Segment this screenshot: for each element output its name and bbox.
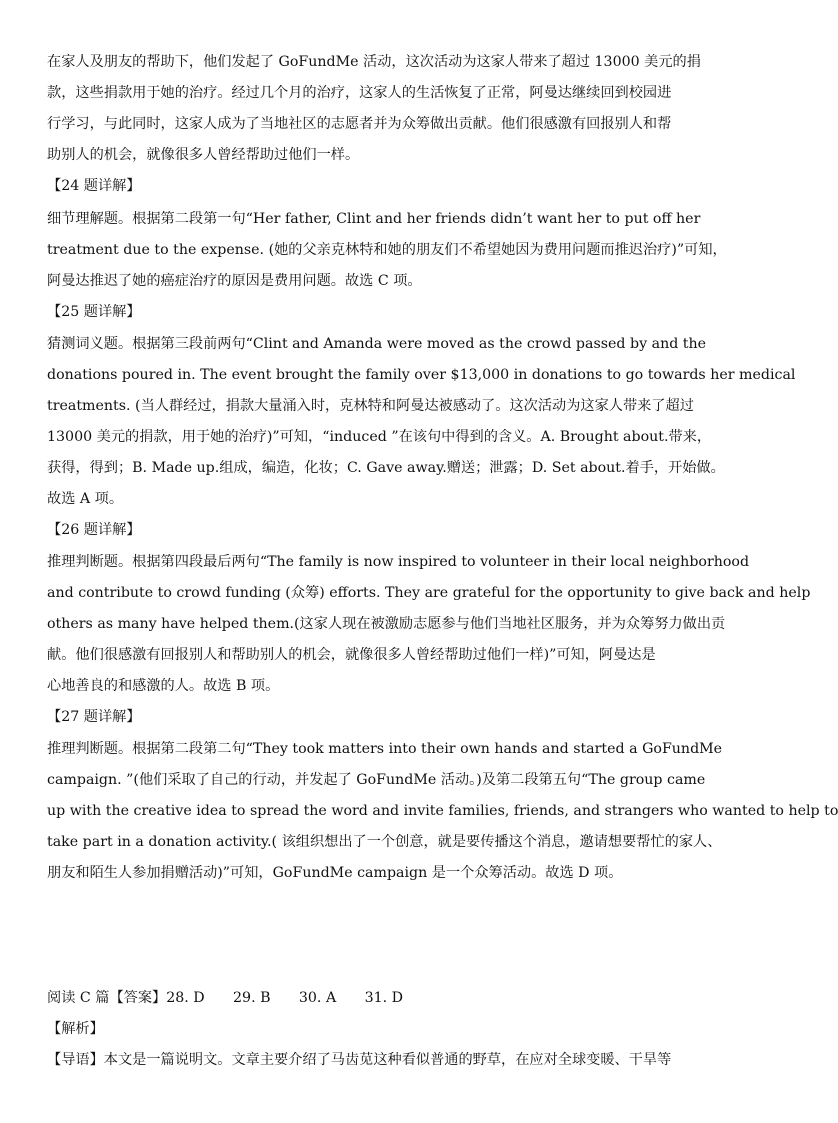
paragraph-line: 心地善良的和感激的人。故选 B 项。	[47, 678, 280, 694]
paragraph-line: 献。他们很感激有回报别人和帮助别人的机会，就像很多人曾经帮助过他们一样)”可知，阿曼达是	[47, 647, 656, 663]
paragraph-line: others as many have helped them.(这家人现在被激励志愿参与他们当地社区服务，并为众筹努力做出贡	[47, 616, 726, 632]
paragraph-line: treatment due to the expense. (她的父亲克林特和她的朋友们不希望她因为费用问题而推迟治疗)”可知，	[47, 242, 727, 258]
section-heading: 【26 题详解】	[47, 522, 141, 538]
paragraph-line: take part in a donation activity.( 该组织想出了一个创意，就是要传播这个消息，邀请想要帮忙的家人、	[47, 834, 722, 850]
paragraph-line: 故选 A 项。	[47, 491, 124, 507]
paragraph-line: 助别人的机会，就像很多人曾经帮助过他们一样。	[47, 147, 360, 163]
section-heading: 【25 题详解】	[47, 304, 141, 320]
paragraph-line: donations poured in. The event brought the family over $13,000 in donations to go towards her medical	[47, 367, 796, 383]
paragraph-line: treatments. (当人群经过，捐款大量涌入时，克林特和阿曼达被感动了。这次活动为这家人带来了超过	[47, 398, 694, 414]
paragraph-line: 行学习，与此同时，这家人成为了当地社区的志愿者并为众筹做出贡献。他们很感激有回报别人和帮	[47, 116, 672, 132]
paragraph-line: 朋友和陌生人参加捐赠活动)”可知，GoFundMe campaign 是一个众筹活动。故选 D 项。	[47, 865, 623, 881]
section-heading: 【解析】	[47, 1021, 104, 1037]
paragraph-line: 阿曼达推迟了她的癌症治疗的原因是费用问题。故选 C 项。	[47, 273, 422, 289]
paragraph-line: 13000 美元的捐款，用于她的治疗)”可知，“induced ”在该句中得到的含义。A. Brought about.带来，	[47, 429, 712, 445]
paragraph-line: 获得，得到；B. Made up.组成，编造，化妆；C. Gave away.赠送；泄露；D. Set about.着手，开始做。	[47, 460, 725, 476]
paragraph-line: 在家人及朋友的帮助下，他们发起了 GoFundMe 活动，这次活动为这家人带来了超过 13000 美元的捐	[47, 54, 701, 70]
section-heading: 【24 题详解】	[47, 178, 141, 194]
paragraph-line: 推理判断题。根据第四段最后两句“The family is now inspired to volunteer in their local neighborhood	[47, 554, 750, 570]
paragraph-line: up with the creative idea to spread the word and invite families, friends, and strangers who wanted to help to	[47, 803, 838, 819]
paragraph-line: 细节理解题。根据第二段第一句“Her father, Clint and her friends didn’t want her to put off her	[47, 211, 701, 227]
paragraph-line: 猜测词义题。根据第三段前两句“Clint and Amanda were moved as the crowd passed by and the	[47, 336, 707, 352]
paragraph-line: and contribute to crowd funding (众筹) efforts. They are grateful for the opportunity to give back and help	[47, 585, 811, 601]
paragraph-line: campaign. ”(他们采取了自己的行动，并发起了 GoFundMe 活动。)及第二段第五句“The group came	[47, 772, 706, 788]
paragraph-line: 款，这些捐款用于她的治疗。经过几个月的治疗，这家人的生活恢复了正常，阿曼达继续回到校园进	[47, 85, 672, 101]
paragraph-line: 【导语】本文是一篇说明文。文章主要介绍了马齿苋这种看似普通的野草，在应对全球变暖、干旱等	[47, 1052, 672, 1068]
section-heading: 【27 题详解】	[47, 709, 141, 725]
answer-line: 阅读 C 篇【答案】28. D 29. B 30. A 31. D	[47, 990, 404, 1006]
paragraph-line: 推理判断题。根据第二段第二句“They took matters into their own hands and started a GoFundMe	[47, 741, 723, 757]
